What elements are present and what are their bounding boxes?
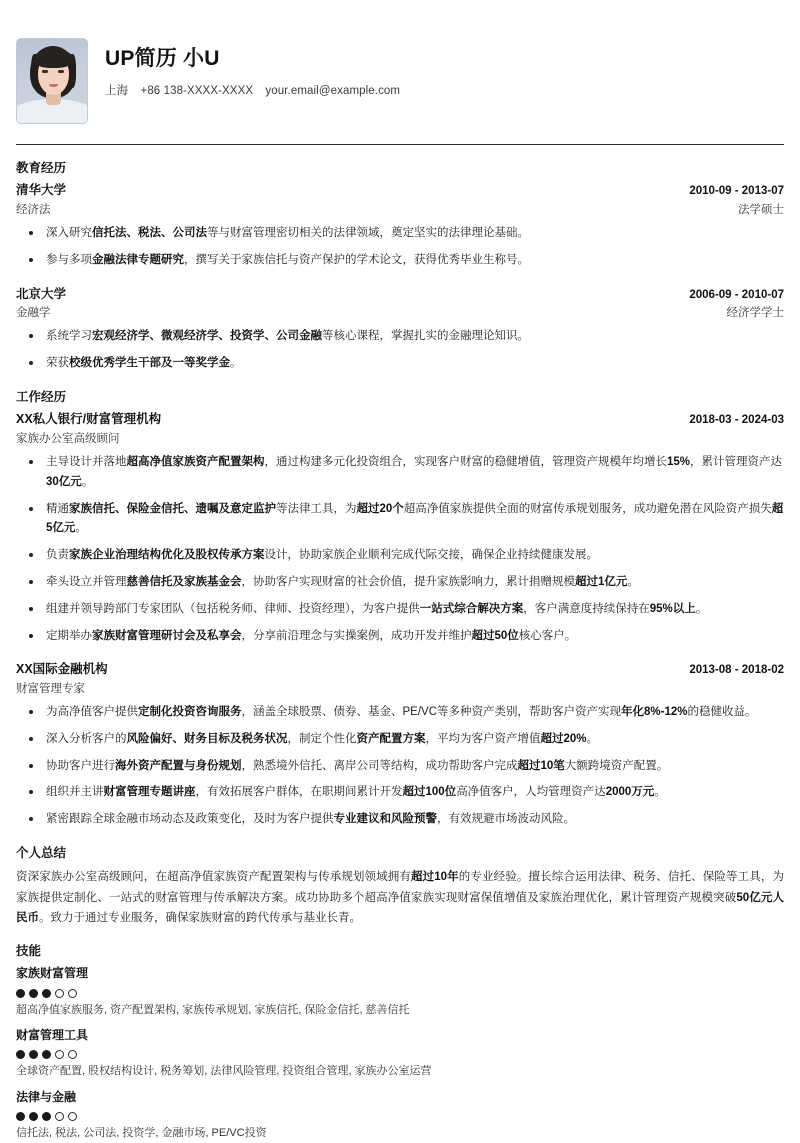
work-entry-header bbox=[16, 409, 784, 429]
bullet-item: 主导设计并落地超高净值家族资产配置架构，通过构建多元化投资组合，实现客户财富的稳健增值，管理资产规模年均增长15%，累计管理资产达30亿元。 bbox=[16, 453, 784, 493]
skill-level-dot bbox=[16, 989, 25, 998]
skill-level-dot bbox=[29, 1112, 38, 1121]
school-name: 清华大学 bbox=[16, 183, 67, 198]
bullet-item: 定期举办家族财富管理研讨会及私享会，分享前沿理念与实操案例，成功开发并维护超过50位核心客户。 bbox=[16, 627, 784, 647]
resume-header bbox=[16, 0, 784, 124]
header-text-block bbox=[88, 38, 400, 98]
bullet-item: 紧密跟踪全球金融市场动态及政策变化，及时为客户提供专业建议和风险预警，有效规避市场波动风险。 bbox=[16, 810, 784, 830]
bullet-list bbox=[16, 327, 784, 374]
work-entries bbox=[16, 407, 784, 830]
skill-level-dot bbox=[42, 989, 51, 998]
bullet-item: 协助客户进行海外资产配置与身份规划，熟悉境外信托、离岸公司等结构，成功帮助客户完成超过10笔大额跨境资产配置。 bbox=[16, 757, 784, 777]
summary-text: 资深家族办公室高级顾问，在超高净值家族资产配置架构与传承规划领域拥有超过10年的专业经验。擅长综合运用法律、税务、信托、保险等工具，为家族提供定制化、一站式的财富管理与传承解决方案。成功协助多个超高净值家族实现财富保值增值及家族治理优化，累计管理资产规模突破50亿元人民币。致力于通过专业服务，确保家族财富的跨代传承与基业长青。 bbox=[16, 871, 784, 924]
section-work bbox=[16, 374, 784, 830]
bullet-item: 系统学习宏观经济学、微观经济学、投资学、公司金融等核心课程，掌握扎实的金融理论知识。 bbox=[16, 327, 784, 347]
skill-item bbox=[16, 1081, 784, 1143]
work-entry bbox=[16, 407, 784, 646]
bullet-item: 牵头设立并管理慈善信托及家族基金会，协助客户实现财富的社会价值，提升家族影响力，累计捐赠规模超过1亿元。 bbox=[16, 573, 784, 593]
section-education bbox=[16, 145, 784, 374]
skill-level-dot bbox=[42, 1112, 51, 1121]
bullet-item: 精通家族信托、保险金信托、遗嘱及意定监护等法律工具，为超过20个超高净值家族提供全面的财富传承规划服务，成功避免潜在风险资产损失超5亿元。 bbox=[16, 500, 784, 540]
school-name: 北京大学 bbox=[16, 286, 67, 301]
bullet-item: 为高净值客户提供定制化投资咨询服务，涵盖全球股票、债券、基金、PE/VC等多种资产类别，帮助客户资产实现年化8%-12%的稳健收益。 bbox=[16, 703, 784, 723]
skill-keywords: 信托法, 税法, 公司法, 投资学, 金融市场, PE/VC投资 bbox=[16, 1127, 267, 1140]
major: 金融学 bbox=[16, 307, 51, 320]
skill-keywords: 超高净值家族服务, 资产配置架构, 家族传承规划, 家族信托, 保险金信托, 慈善信托 bbox=[16, 1003, 410, 1016]
section-skills bbox=[16, 928, 784, 1143]
work-dates: 2013-08 - 2018-02 bbox=[689, 664, 784, 677]
education-entry-header bbox=[16, 180, 784, 200]
skill-rating bbox=[16, 989, 784, 998]
section-summary bbox=[16, 830, 784, 928]
degree: 经济学学士 bbox=[726, 307, 784, 320]
bullet-item: 负责家族企业治理结构优化及股权传承方案设计，协助家族企业顺利完成代际交接，确保企业持续健康发展。 bbox=[16, 546, 784, 566]
bullet-list bbox=[16, 703, 784, 830]
bullet-item: 深入研究信托法、税法、公司法等与财富管理密切相关的法律领域，奠定坚实的法律理论基础。 bbox=[16, 224, 784, 244]
skill-name: 法律与金融 bbox=[16, 1089, 77, 1104]
company-name: XX国际金融机构 bbox=[16, 662, 108, 677]
education-dates: 2006-09 - 2010-07 bbox=[689, 288, 784, 301]
section-title-work: 工作经历 bbox=[16, 390, 67, 404]
skill-level-dot bbox=[55, 1050, 64, 1059]
education-entry-subheader bbox=[16, 201, 784, 219]
company-name: XX私人银行/财富管理机构 bbox=[16, 412, 162, 427]
bullet-item: 参与多项金融法律专题研究，撰写关于家族信托与资产保护的学术论文，获得优秀毕业生称号。 bbox=[16, 251, 784, 271]
skill-level-dot bbox=[68, 1112, 77, 1121]
candidate-name: UP简历 小U bbox=[105, 47, 220, 70]
bullet-item: 深入分析客户的风险偏好、财务目标及税务状况，制定个性化资产配置方案，平均为客户资产增值超过20%。 bbox=[16, 730, 784, 750]
profile-photo bbox=[16, 38, 88, 124]
education-entry bbox=[16, 178, 784, 270]
degree: 法学硕士 bbox=[738, 203, 784, 216]
skill-level-dot bbox=[29, 989, 38, 998]
job-title: 财富管理专家 bbox=[16, 682, 85, 695]
bullet-list bbox=[16, 453, 784, 646]
skill-level-dot bbox=[68, 1050, 77, 1059]
skill-keywords: 全球资产配置, 股权结构设计, 税务筹划, 法律风险管理, 投资组合管理, 家族办公室运营 bbox=[16, 1065, 432, 1078]
education-entry bbox=[16, 271, 784, 374]
job-title: 家族办公室高级顾问 bbox=[16, 432, 120, 445]
skill-name: 家族财富管理 bbox=[16, 966, 89, 981]
skill-level-dot bbox=[42, 1050, 51, 1059]
skill-level-dot bbox=[55, 1112, 64, 1121]
skill-level-dot bbox=[55, 989, 64, 998]
education-entry-header bbox=[16, 284, 784, 304]
education-entries bbox=[16, 178, 784, 374]
contact-location: 上海 bbox=[105, 85, 129, 98]
skill-name: 财富管理工具 bbox=[16, 1028, 89, 1043]
education-entry-subheader bbox=[16, 304, 784, 322]
skill-level-dot bbox=[16, 1050, 25, 1059]
skill-rating bbox=[16, 1050, 784, 1059]
section-title-skills: 技能 bbox=[16, 943, 42, 958]
contact-line bbox=[105, 82, 400, 98]
section-title-summary: 个人总结 bbox=[16, 845, 67, 860]
bullet-item: 组建并领导跨部门专家团队（包括税务师、律师、投资经理），为客户提供一站式综合解决方案，客户满意度持续保持在95%以上。 bbox=[16, 600, 784, 620]
skill-list bbox=[16, 961, 784, 1142]
work-entry bbox=[16, 646, 784, 830]
skill-rating bbox=[16, 1112, 784, 1121]
contact-email: your.email@example.com bbox=[265, 85, 401, 98]
bullet-item: 荣获校级优秀学生干部及一等奖学金。 bbox=[16, 354, 784, 374]
work-entry-header bbox=[16, 659, 784, 679]
skill-level-dot bbox=[68, 989, 77, 998]
skill-level-dot bbox=[29, 1050, 38, 1059]
skill-item bbox=[16, 1019, 784, 1081]
section-title-education: 教育经历 bbox=[16, 161, 67, 175]
skill-item bbox=[16, 961, 784, 1019]
contact-phone: +86 138-XXXX-XXXX bbox=[140, 85, 254, 98]
work-dates: 2018-03 - 2024-03 bbox=[689, 414, 784, 427]
education-dates: 2010-09 - 2013-07 bbox=[689, 185, 784, 198]
skill-level-dot bbox=[16, 1112, 25, 1121]
bullet-item: 组织并主讲财富管理专题讲座，有效拓展客户群体，在职期间累计开发超过100位高净值客户，人均管理资产达2000万元。 bbox=[16, 783, 784, 803]
bullet-list bbox=[16, 224, 784, 271]
major: 经济法 bbox=[16, 203, 51, 216]
